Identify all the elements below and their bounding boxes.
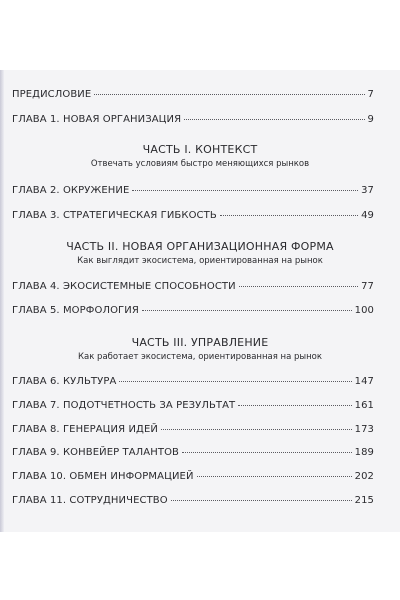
toc-page-number: 161	[354, 400, 374, 411]
dot-leader	[161, 429, 352, 430]
dot-leader	[197, 476, 352, 477]
toc-entry-chapter-4	[12, 281, 374, 292]
dot-leader	[239, 286, 358, 287]
toc-entry-chapter-9	[12, 447, 374, 458]
toc-entry-chapter-5	[12, 305, 374, 316]
dot-leader	[184, 119, 364, 120]
toc-entry-label: ГЛАВА 2. ОКРУЖЕНИЕ	[12, 185, 130, 196]
dot-leader	[142, 310, 352, 311]
part-2-title: ЧАСТЬ II. НОВАЯ ОРГАНИЗАЦИОННАЯ ФОРМА	[66, 240, 334, 253]
toc-page-number: 100	[354, 305, 374, 316]
toc-entry-chapter-10	[12, 471, 374, 482]
toc-page-number: 77	[361, 281, 374, 292]
toc-entry-label: ГЛАВА 10. ОБМЕН ИНФОРМАЦИЕЙ	[12, 471, 194, 482]
toc-entry-chapter-1	[12, 114, 374, 125]
dot-leader	[171, 500, 352, 501]
toc-page-number: 49	[361, 210, 374, 221]
toc-page-number: 215	[354, 495, 374, 506]
part-3-title: ЧАСТЬ III. УПРАВЛЕНИЕ	[131, 336, 269, 349]
toc-entry-chapter-8	[12, 424, 374, 435]
dot-leader	[119, 381, 351, 382]
toc-entry-chapter-6	[12, 376, 374, 387]
dot-leader	[220, 215, 358, 216]
toc-entry-label: ГЛАВА 11. СОТРУДНИЧЕСТВО	[12, 495, 168, 506]
toc-entry-preface	[12, 89, 374, 100]
toc-page-number: 202	[354, 471, 374, 482]
part-3-subtitle: Как работает экосистема, ориентированная на рынок	[77, 352, 323, 362]
part-2-subtitle: Как выглядит экосистема, ориентированная на рынок	[77, 256, 323, 266]
toc-entry-label: ГЛАВА 1. НОВАЯ ОРГАНИЗАЦИЯ	[12, 114, 182, 125]
toc-entry-chapter-11	[12, 495, 374, 506]
toc-entry-label: ГЛАВА 8. ГЕНЕРАЦИЯ ИДЕЙ	[12, 424, 158, 435]
binding-edge	[0, 70, 4, 532]
toc-entry-chapter-3	[12, 210, 374, 221]
toc-entry-label: ГЛАВА 3. СТРАТЕГИЧЕСКАЯ ГИБКОСТЬ	[12, 210, 217, 221]
toc-entry-label: ПРЕДИСЛОВИЕ	[12, 89, 92, 100]
toc-page-number: 37	[361, 185, 374, 196]
dot-leader	[182, 452, 352, 453]
toc-page-number: 7	[367, 89, 374, 100]
part-1-subtitle: Отвечать условиям быстро меняющихся рынков	[90, 159, 310, 169]
toc-entry-label: ГЛАВА 4. ЭКОСИСТЕМНЫЕ СПОСОБНОСТИ	[12, 281, 236, 292]
dot-leader	[238, 405, 351, 406]
toc-entry-label: ГЛАВА 5. МОРФОЛОГИЯ	[12, 305, 139, 316]
part-1-title: ЧАСТЬ I. КОНТЕКСТ	[142, 143, 258, 156]
page-bottom-margin	[0, 532, 400, 600]
toc-page-number: 189	[354, 447, 374, 458]
toc-entry-label: ГЛАВА 9. КОНВЕЙЕР ТАЛАНТОВ	[12, 447, 180, 458]
toc-entry-chapter-2	[12, 185, 374, 196]
toc-entry-label: ГЛАВА 6. КУЛЬТУРА	[12, 376, 117, 387]
dot-leader	[132, 190, 358, 191]
toc-page-number: 9	[367, 114, 374, 125]
toc-entry-label: ГЛАВА 7. ПОДОТЧЕТНОСТЬ ЗА РЕЗУЛЬТАТ	[12, 400, 236, 411]
toc-page-number: 147	[354, 376, 374, 387]
toc-entry-chapter-7	[12, 400, 374, 411]
toc-page-number: 173	[354, 424, 374, 435]
dot-leader	[94, 94, 364, 95]
page-top-margin	[0, 0, 400, 70]
